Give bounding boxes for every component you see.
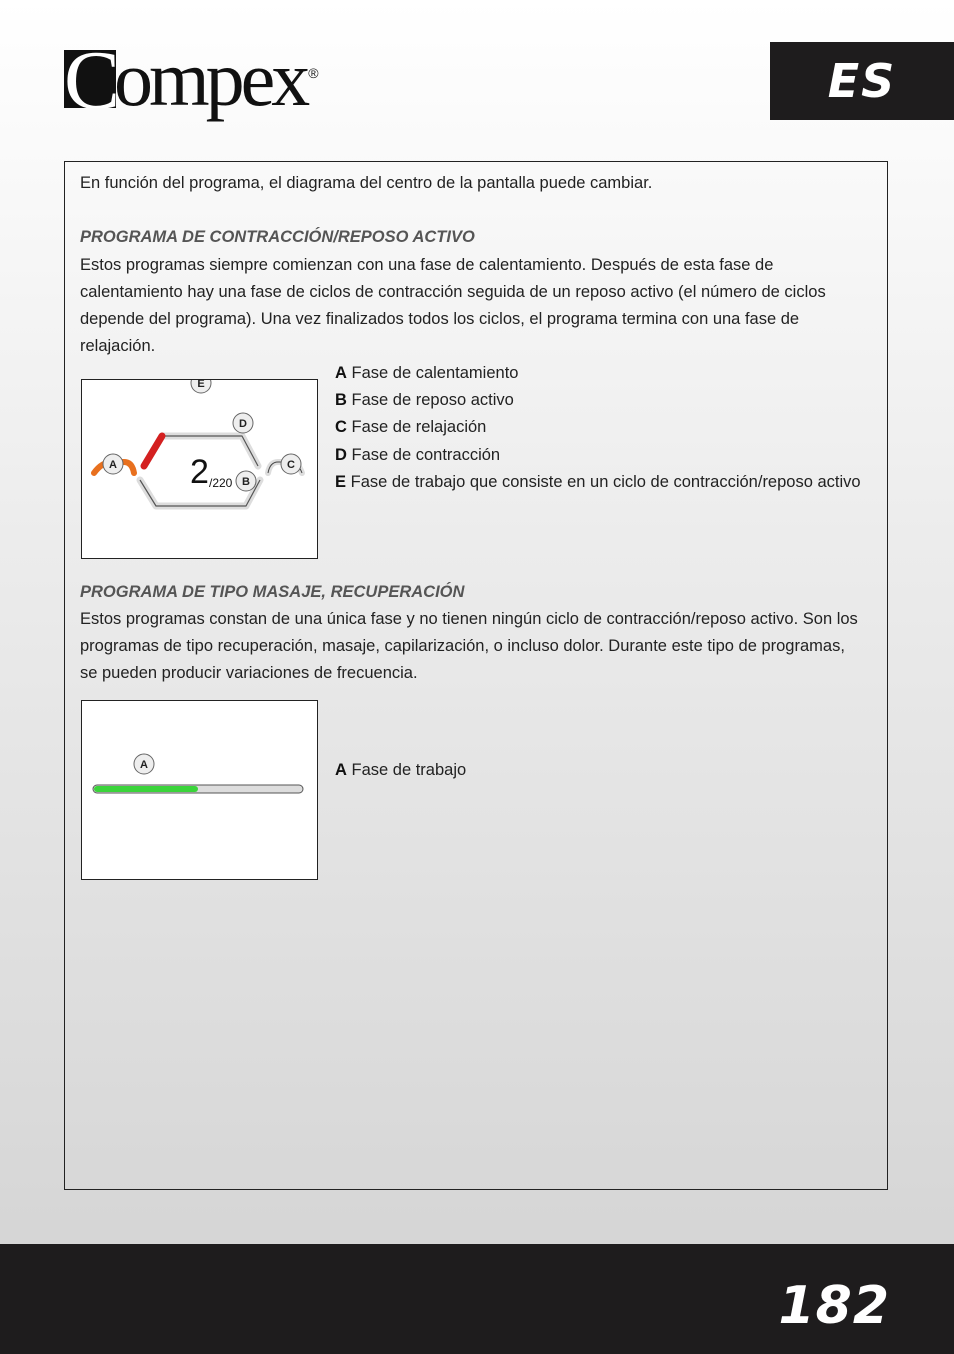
marker-d [233, 413, 253, 433]
svg-text:B: B [242, 476, 250, 488]
legend-item-e: E Fase de trabajo que consiste en un ciclo de contracción/reposo activo [335, 472, 861, 491]
section2-paragraph: Estos programas constan de una única fase y no tienen ningún ciclo de contracción/reposo activo. Son los programas de tipo recuperación, masaje, capilarización, o incluso dolor. Durante este tipo de programas, se pueden producir variaciones de frecuencia. [80, 610, 858, 682]
marker-b [236, 471, 256, 491]
legend-item-d: D Fase de contracción [335, 445, 501, 464]
marker-a [103, 454, 123, 474]
contraction-segment [144, 436, 162, 466]
compex-logo [64, 35, 319, 122]
svg-text:E: E [197, 380, 205, 390]
svg-text:C: C [287, 459, 295, 471]
logo-cap: C [64, 50, 116, 108]
legend-item-b: B Fase de reposo activo [335, 391, 514, 410]
section2-heading: PROGRAMA DE TIPO MASAJE, RECUPERACIÓN [80, 583, 465, 601]
intro-paragraph: En función del programa, el diagrama del centro de la pantalla puede cambiar. [80, 174, 653, 192]
marker-e [191, 380, 211, 393]
legend-item-a: A Fase de calentamiento [335, 364, 519, 382]
contraction-cycle-diagram [81, 379, 318, 559]
single-phase-diagram [81, 700, 318, 880]
single-phase-svg [82, 701, 319, 881]
logo-rest: ompex [114, 35, 307, 122]
cycle-current: 2 [190, 453, 209, 491]
legend-item-work-phase: A Fase de trabajo [335, 761, 467, 779]
marker-a-phase [134, 754, 154, 774]
cycle-diagram-svg [82, 380, 319, 560]
cycle-total: /220 [209, 476, 233, 490]
logo-registered: ® [308, 65, 319, 81]
section2-legend [335, 757, 466, 784]
svg-text:A: A [140, 759, 148, 771]
language-tab [770, 42, 954, 120]
section1-heading: PROGRAMA DE CONTRACCIÓN/REPOSO ACTIVO [80, 228, 475, 246]
page-number: 182 [778, 1276, 890, 1336]
legend-item-c: C Fase de relajación [335, 418, 487, 437]
section1-paragraph: Estos programas siempre comienzan con una fase de calentamiento. Después de esta fase de calentamiento hay una fase de ciclos de contracción seguida de un reposo activo (el número de ciclos depende del programa). Una vez finalizados todos los ciclos, el programa termina con una fase de relajación. [80, 256, 826, 355]
section1-legend [335, 360, 865, 496]
svg-text:A: A [109, 459, 117, 471]
svg-text:D: D [239, 418, 247, 430]
language-code: ES [827, 54, 897, 108]
phase-progress-fill [94, 786, 198, 792]
marker-c [281, 454, 301, 474]
